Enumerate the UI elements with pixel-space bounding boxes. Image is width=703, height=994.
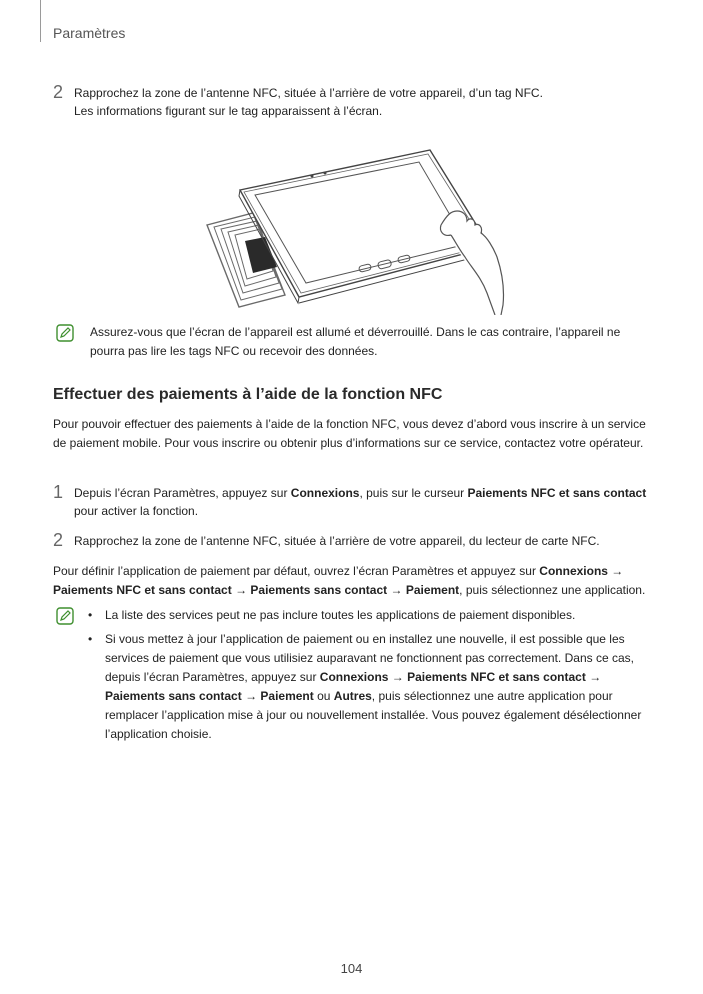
step-2-bottom	[53, 532, 653, 550]
note-pencil-icon	[56, 607, 74, 625]
step-number: 1	[53, 482, 64, 502]
arrow: →	[231, 583, 251, 597]
menu-path-connexions: Connexions	[290, 486, 360, 500]
text-run: Si vous mettez à jour l’application de paiement ou en installez une nouvelle, il est possible que les services de paiement que vous utilisiez auparavant ne fonctionnent pas correctement. Dans ce cas, depuis l’écran Paramètres, appuyez sur	[105, 632, 634, 684]
bullet: •	[88, 608, 93, 622]
list-item	[88, 606, 653, 625]
step-2-bottom-text: Rapprochez la zone de l’antenne NFC, située à l’arrière de votre appareil, du lecteur de carte NFC.	[74, 534, 600, 548]
menu-path-paiement: Paiement	[260, 689, 314, 703]
list-item-text: La liste des services peut ne pas inclure toutes les applications de paiement disponibles.	[105, 608, 576, 622]
step-number: 2	[53, 530, 64, 550]
arrow: →	[585, 670, 602, 684]
default-app-paragraph	[53, 562, 653, 600]
text-run: Depuis l’écran Paramètres, appuyez sur	[74, 486, 291, 500]
menu-path-connexions: Connexions	[319, 670, 389, 684]
section-title: Effectuer des paiements à l’aide de la fonction NFC	[53, 386, 443, 403]
bullet: •	[88, 632, 93, 646]
step-text	[74, 84, 653, 120]
list-item	[88, 630, 653, 744]
menu-path-connexions: Connexions	[539, 564, 608, 578]
note-pencil-icon	[56, 324, 74, 342]
text-run: Pour définir l’application de paiement par défaut, ouvrez l’écran Paramètres et appuyez sur	[53, 564, 540, 578]
text-run: , puis sur le curseur	[359, 486, 468, 500]
text-run: , puis sélectionnez une application.	[459, 583, 646, 597]
arrow: →	[387, 583, 406, 597]
arrow: →	[388, 670, 408, 684]
menu-path-paiements-nfc: Paiements NFC et sans contact	[407, 670, 586, 684]
step-2-top	[53, 84, 653, 120]
page-header-title: Paramètres	[53, 25, 126, 41]
step-number: 2	[53, 82, 64, 102]
menu-path-autres: Autres	[333, 689, 372, 703]
arrow: →	[241, 689, 261, 703]
text-run: pour activer la fonction.	[74, 504, 199, 518]
text-run: , puis sélectionnez une autre application pour remplacer l’application mise à jour ou nouvellement installée. Vous pouvez également désélectionner l’application choisie.	[105, 689, 642, 741]
menu-path-paiement: Paiement	[405, 583, 460, 597]
step-text-line1: Rapprochez la zone de l’antenne NFC, située à l’arrière de votre appareil, d’un tag NFC.	[74, 86, 543, 100]
step-1	[53, 484, 653, 520]
note-2-list	[88, 606, 653, 744]
tablet-nfc-tag-illustration	[195, 145, 505, 315]
page-number: 104	[340, 961, 363, 976]
menu-path-paiements-sans-contact: Paiements sans contact	[105, 689, 242, 703]
menu-path-paiements-nfc: Paiements NFC et sans contact	[467, 486, 647, 500]
note-1	[53, 323, 653, 361]
text-run: ou	[313, 689, 334, 703]
menu-path-paiements-sans-contact: Paiements sans contact	[250, 583, 388, 597]
arrow: →	[607, 564, 624, 578]
note-2	[53, 606, 653, 744]
menu-path-paiements-nfc: Paiements NFC et sans contact	[53, 583, 232, 597]
step-1-text	[74, 484, 653, 520]
step-text-line2: Les informations figurant sur le tag apparaissent à l’écran.	[74, 104, 383, 118]
header-rule	[40, 0, 41, 42]
note-1-text: Assurez-vous que l’écran de l’appareil est allumé et déverrouillé. Dans le cas contraire, l’appareil ne pourra pas lire les tags NFC ou recevoir des données.	[90, 325, 621, 358]
section-intro: Pour pouvoir effectuer des paiements à l’aide de la fonction NFC, vous devez d’abord vous inscrire à un service de paiement mobile. Pour vous inscrire ou obtenir plus d’informations sur ce service, contactez votre opérateur.	[53, 417, 646, 450]
